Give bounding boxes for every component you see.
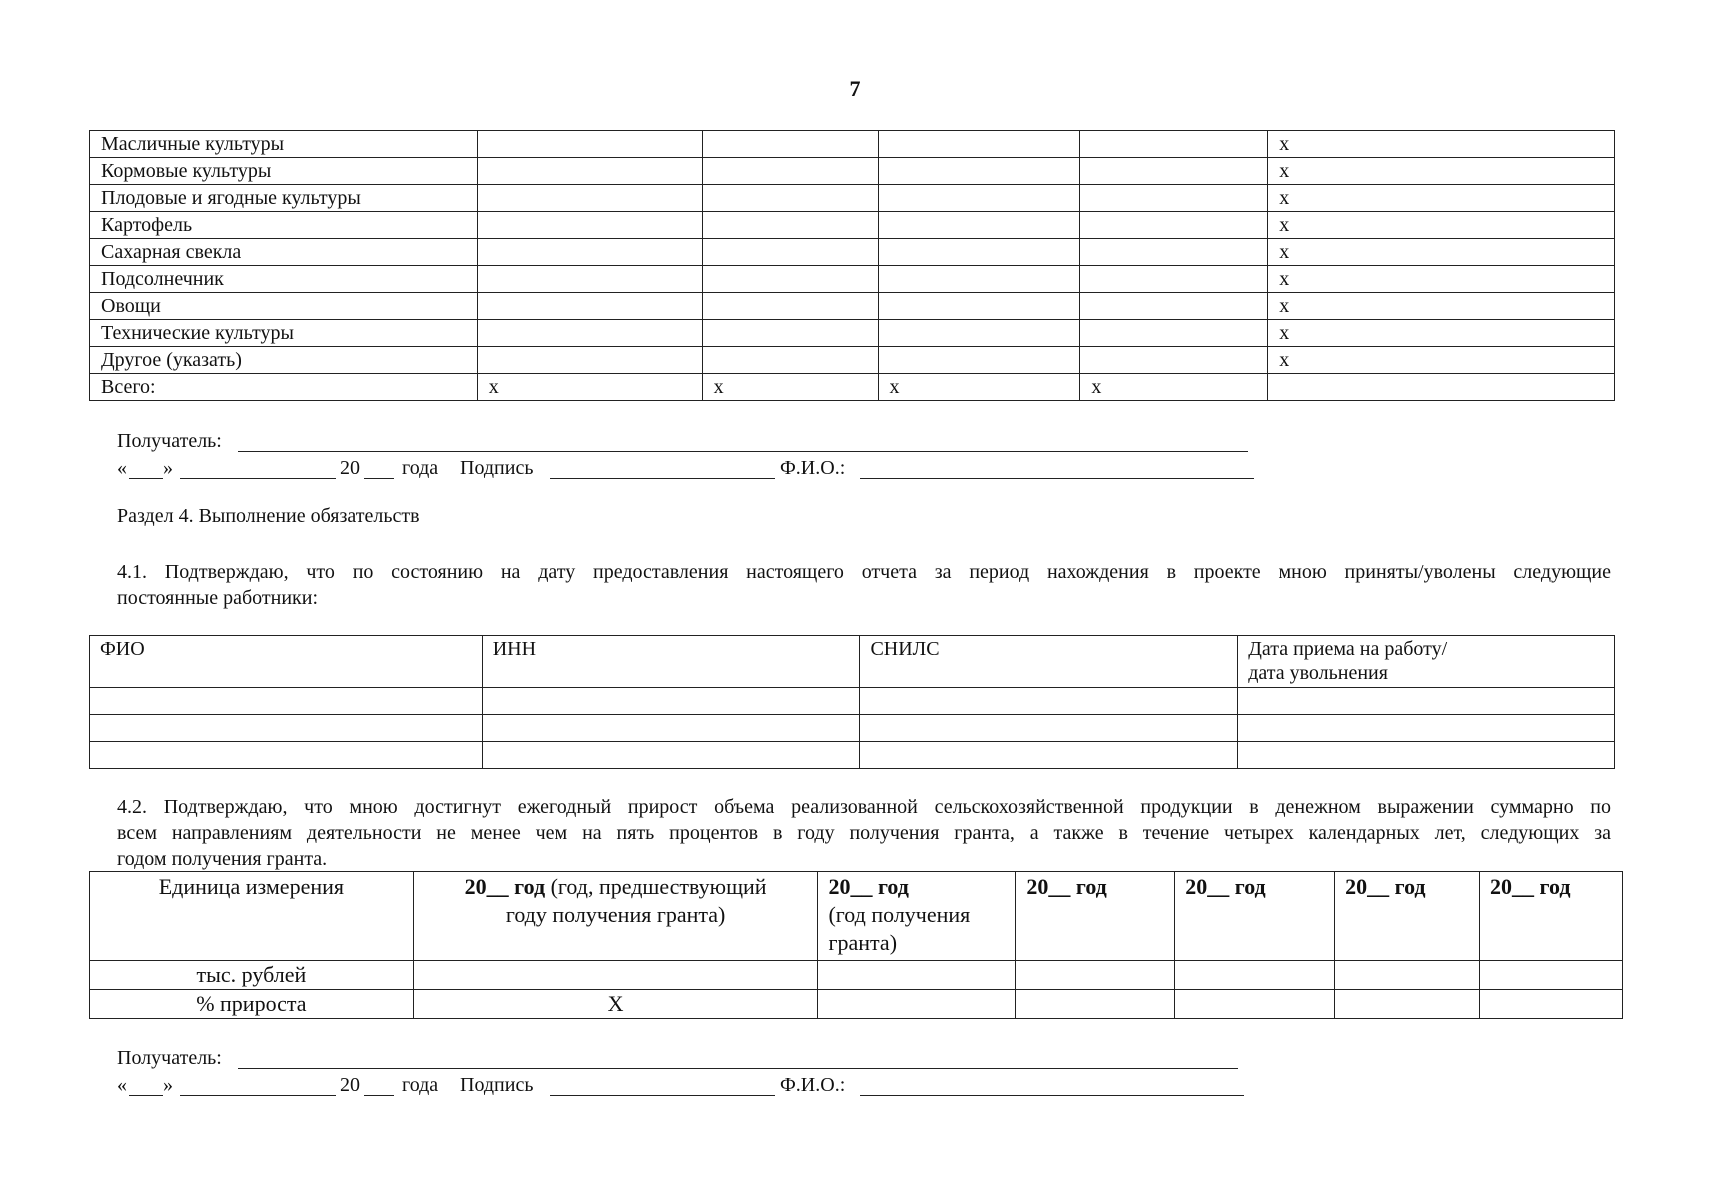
cell[interactable]	[90, 742, 483, 769]
year-suffix: года	[402, 457, 439, 479]
table-cell[interactable]	[878, 185, 1080, 212]
paragraph-4-2-line2: всем направлениям деятельности не менее чем на пять процентов в году получения гранта, а также в течение четырех календарных лет, следующих за	[117, 822, 1611, 844]
header-inn: ИНН	[482, 636, 860, 688]
table-cell[interactable]	[1080, 347, 1268, 374]
table-cell[interactable]	[413, 961, 818, 990]
table-cell[interactable]	[702, 347, 878, 374]
table-row	[90, 266, 1615, 293]
table-cell[interactable]	[702, 131, 878, 158]
cell[interactable]	[860, 715, 1238, 742]
table-cell[interactable]	[477, 347, 702, 374]
row-label: тыс. рублей	[90, 961, 414, 990]
table-row	[90, 212, 1615, 239]
cell[interactable]	[1238, 688, 1615, 715]
year-suffix: года	[402, 1074, 439, 1096]
date-open: «	[117, 457, 127, 479]
crop-name: Картофель	[90, 212, 478, 239]
table-row	[90, 131, 1615, 158]
table-cell[interactable]	[477, 320, 702, 347]
table-cell[interactable]	[1080, 212, 1268, 239]
sign-label: Подпись	[460, 1074, 534, 1096]
table-row	[90, 961, 1623, 990]
table-cell[interactable]	[1175, 990, 1335, 1019]
table-cell: х	[1268, 185, 1615, 212]
cell[interactable]	[860, 742, 1238, 769]
table-cell[interactable]	[477, 158, 702, 185]
table-cell[interactable]	[477, 131, 702, 158]
crops-table	[89, 130, 1615, 401]
table-cell[interactable]	[477, 212, 702, 239]
grant-year-line3: гранта)	[828, 930, 898, 955]
day-line[interactable]	[129, 1075, 163, 1096]
header-year-3: 20__ год	[1335, 872, 1480, 961]
fio-line[interactable]	[860, 1075, 1244, 1096]
table-row	[90, 293, 1615, 320]
date-open: «	[117, 1074, 127, 1096]
table-cell[interactable]	[1080, 185, 1268, 212]
table-cell[interactable]	[878, 158, 1080, 185]
table-row	[90, 347, 1615, 374]
month-line[interactable]	[180, 458, 336, 479]
fio-label: Ф.И.О.:	[780, 1074, 846, 1096]
year-prefix: 20	[340, 1074, 360, 1096]
crop-name: Сахарная свекла	[90, 239, 478, 266]
table-cell[interactable]	[477, 293, 702, 320]
growth-table	[89, 871, 1623, 1019]
page-number: 7	[849, 76, 861, 101]
table-cell[interactable]	[477, 185, 702, 212]
table-cell: х	[1268, 266, 1615, 293]
header-date-line1: Дата приема на работу/	[1248, 638, 1448, 660]
table-cell: х	[702, 374, 878, 401]
cell[interactable]	[860, 688, 1238, 715]
table-cell[interactable]	[878, 239, 1080, 266]
table-cell: х	[477, 374, 702, 401]
header-prev-year	[413, 872, 818, 961]
sign-line[interactable]	[550, 1075, 775, 1096]
cell[interactable]	[482, 688, 860, 715]
paragraph-4-2-line1: 4.2. Подтверждаю, что мною достигнут ежегодный прирост объема реализованной сельскохозяйственной продукции в денежном выражении суммарно по	[117, 796, 1611, 818]
date-close: »	[163, 457, 173, 479]
table-cell[interactable]	[702, 293, 878, 320]
table-cell[interactable]	[1016, 990, 1175, 1019]
crop-name: Масличные культуры	[90, 131, 478, 158]
prev-year-desc-line2: году получения гранта)	[505, 902, 726, 927]
header-date-line2: дата увольнения	[1248, 662, 1388, 684]
prev-year-desc: (год, предшествующий	[545, 874, 767, 899]
table-cell[interactable]	[1080, 131, 1268, 158]
table-cell[interactable]	[878, 293, 1080, 320]
header-fio: ФИО	[90, 636, 483, 688]
cell[interactable]	[90, 715, 483, 742]
table-cell: х	[1268, 347, 1615, 374]
year-line[interactable]	[364, 1075, 394, 1096]
year-line[interactable]	[364, 458, 394, 479]
paragraph-4-1-line2: постоянные работники:	[117, 587, 319, 609]
crop-name: Овощи	[90, 293, 478, 320]
table-cell[interactable]	[878, 131, 1080, 158]
crop-name: Подсолнечник	[90, 266, 478, 293]
table-cell: х	[1268, 320, 1615, 347]
recipient-line[interactable]	[238, 1048, 1238, 1069]
prev-year-label: 20__ год	[464, 874, 546, 899]
grant-year-line2: (год получения	[828, 902, 971, 927]
crop-name: Плодовые и ягодные культуры	[90, 185, 478, 212]
table-row	[90, 374, 1615, 401]
section-4-heading: Раздел 4. Выполнение обязательств	[117, 505, 420, 527]
table-cell[interactable]	[1080, 293, 1268, 320]
table-cell[interactable]	[1016, 961, 1175, 990]
workers-table	[89, 635, 1615, 769]
crop-name: Другое (указать)	[90, 347, 478, 374]
header-date	[1238, 636, 1615, 688]
table-cell: х	[1268, 239, 1615, 266]
table-cell[interactable]	[702, 239, 878, 266]
table-cell: х	[1268, 131, 1615, 158]
header-year-1: 20__ год	[1016, 872, 1175, 961]
table-cell: х	[1268, 293, 1615, 320]
table-cell[interactable]	[1080, 266, 1268, 293]
month-line[interactable]	[180, 1075, 336, 1096]
table-row	[90, 715, 1615, 742]
table-row	[90, 185, 1615, 212]
recipient-line[interactable]	[238, 431, 1248, 452]
table-cell[interactable]	[702, 185, 878, 212]
table-cell: х	[1080, 374, 1268, 401]
cell[interactable]	[90, 688, 483, 715]
table-row	[90, 688, 1615, 715]
date-close: »	[163, 1074, 173, 1096]
paragraph-4-1	[117, 559, 1611, 611]
table-cell[interactable]	[1175, 961, 1335, 990]
table-cell[interactable]	[477, 239, 702, 266]
table-cell: х	[878, 374, 1080, 401]
fio-label: Ф.И.О.:	[780, 457, 846, 479]
crop-name: Технические культуры	[90, 320, 478, 347]
grant-year-label: 20__ год	[828, 874, 909, 899]
table-cell[interactable]	[1268, 374, 1615, 401]
header-year-2: 20__ год	[1175, 872, 1335, 961]
table-cell[interactable]	[1080, 239, 1268, 266]
table-cell[interactable]	[818, 961, 1016, 990]
sign-line[interactable]	[550, 458, 775, 479]
paragraph-4-2	[117, 794, 1611, 872]
table-cell: х	[1268, 212, 1615, 239]
fio-line[interactable]	[860, 458, 1254, 479]
table-cell: Х	[413, 990, 818, 1019]
table-cell[interactable]	[878, 212, 1080, 239]
table-cell[interactable]	[477, 266, 702, 293]
table-row	[90, 158, 1615, 185]
recipient-label: Получатель:	[117, 1047, 222, 1069]
crop-name: Всего:	[90, 374, 478, 401]
table-cell[interactable]	[818, 990, 1016, 1019]
paragraph-4-2-line3: годом получения гранта.	[117, 848, 328, 870]
recipient-label: Получатель:	[117, 430, 222, 452]
table-cell[interactable]	[1480, 961, 1623, 990]
year-prefix: 20	[340, 457, 360, 479]
table-cell[interactable]	[1480, 990, 1623, 1019]
table-row	[90, 990, 1623, 1019]
table-cell[interactable]	[702, 158, 878, 185]
table-row	[90, 239, 1615, 266]
table-cell[interactable]	[1335, 990, 1480, 1019]
table-cell[interactable]	[1080, 320, 1268, 347]
table-cell[interactable]	[878, 266, 1080, 293]
cell[interactable]	[482, 715, 860, 742]
table-cell: х	[1268, 158, 1615, 185]
table-cell[interactable]	[702, 266, 878, 293]
paragraph-4-1-line1: 4.1. Подтверждаю, что по состоянию на дату предоставления настоящего отчета за период нахождения в проекте мною приняты/уволены следующие	[117, 561, 1611, 583]
table-cell[interactable]	[702, 320, 878, 347]
table-cell[interactable]	[702, 212, 878, 239]
table-cell[interactable]	[878, 320, 1080, 347]
table-row	[90, 320, 1615, 347]
row-label: % прироста	[90, 990, 414, 1019]
header-snils: СНИЛС	[860, 636, 1238, 688]
header-unit: Единица измерения	[90, 872, 414, 961]
table-row	[90, 742, 1615, 769]
day-line[interactable]	[129, 458, 163, 479]
table-cell[interactable]	[1335, 961, 1480, 990]
table-cell[interactable]	[878, 347, 1080, 374]
table-cell[interactable]	[1080, 158, 1268, 185]
header-grant-year	[818, 872, 1016, 961]
cell[interactable]	[1238, 715, 1615, 742]
sign-label: Подпись	[460, 457, 534, 479]
header-year-4: 20__ год	[1480, 872, 1623, 961]
crop-name: Кормовые культуры	[90, 158, 478, 185]
cell[interactable]	[1238, 742, 1615, 769]
cell[interactable]	[482, 742, 860, 769]
